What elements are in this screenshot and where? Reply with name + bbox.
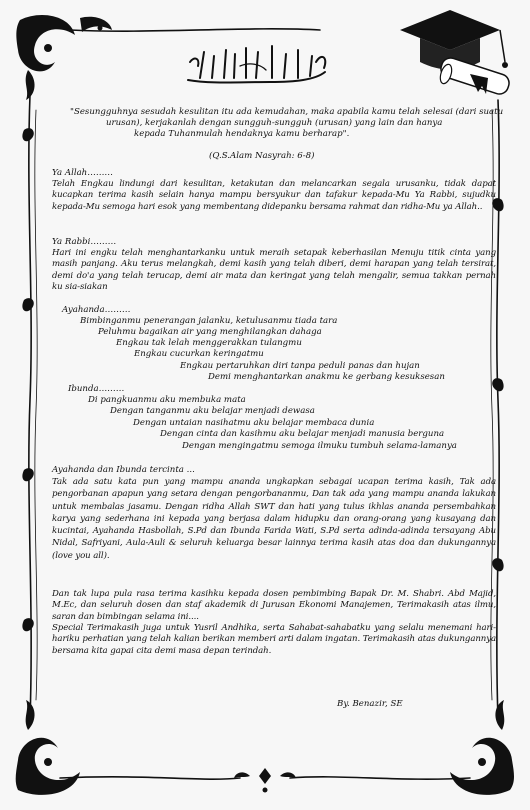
- signature: By. Benazir, SE: [337, 699, 403, 709]
- poem-line: Engkau tak lelah menggerakkan tulangmu: [116, 338, 302, 348]
- heading-ayahanda: Ayahanda………: [62, 305, 131, 315]
- salutation-parents: Ayahanda dan Ibunda tercinta ...: [52, 465, 195, 475]
- paragraph-rabbi: Hari ini engku telah menghantarkanku untuk meraih setapak keberhasilan Menuju titik cinta yang masih panjang. Aku terus melangkah, demi kasih yang telah diberi, demi harapan yang telah tersirat, demi do'a yang telah terucap, demi air mata dan keringat yang telah mengalir, semua takkan pernah ku sia-siakan: [52, 248, 496, 292]
- paragraph-allah: Telah Engkau lindungi dari kesulitan, ketakutan dan melancarkan segala urusanku, tidak dapat kucapkan terima kasih selain hanya mampu bersyukur dan tafakur kepada-Mu Ya Rabbi, sujudku kepada-Mu semoga hari esok yang membentang didepanku bersama rahmat dan ridha-Mu ya Allah..: [52, 179, 496, 212]
- graduation-cap-icon: [400, 10, 511, 96]
- svg-text:بِسْمِ اللهِ الرَّحْمٰنِ الرَّ: بِسْمِ اللهِ الرَّحْمٰنِ الرَّحِيْمِ: [184, 60, 326, 76]
- quote-line-3: kepada Tuhanmulah hendaknya kamu berharap".: [134, 129, 350, 139]
- poem-line: Dengan mengingatmu semoga ilmuku tumbuh selama-lamanya: [182, 441, 457, 451]
- poem-line: Peluhmu bagaikan air yang menghilangkan dahaga: [98, 327, 322, 337]
- poem-line: Bimbinganmu penerangan jalanku, ketulusanmu tiada tara: [80, 316, 338, 326]
- salutation-allah: Ya Allah………: [52, 168, 114, 178]
- basmala-calligraphy: [180, 42, 330, 88]
- quote-line-1: "Sesungguhnya sesudah kesulitan itu ada kemudahan, maka apabila kamu telah selesai (dari suatu: [70, 107, 504, 117]
- salutation-rabbi: Ya Rabbi………: [52, 237, 117, 247]
- quote-line-2: urusan), kerjakanlah dengan sungguh-sungguh (urusan) yang lain dan hanya: [106, 118, 443, 128]
- heading-ibunda: Ibunda………: [68, 384, 125, 394]
- paragraph-lecturers: Dan tak lupa pula rasa terima kasihku kepada dosen pembimbing Bapak Dr. M. Shabri. Abd Majid, M.Ec, dan seluruh dosen dan staf akademik di Jurusan Ekonomi Manajemen, Terimakasih atas ilmu, saran dan bimbingan selama ini....: [52, 589, 496, 622]
- poem-line: Demi menghantarkan anakmu ke gerbang kesuksesan: [208, 372, 445, 382]
- poem-line: Dengan untaian nasihatmu aku belajar membaca dunia: [133, 418, 375, 428]
- poem-line: Dengan tanganmu aku belajar menjadi dewasa: [110, 406, 315, 416]
- poem-line: Di pangkuanmu aku membuka mata: [88, 395, 246, 405]
- quote-source: (Q.S.Alam Nasyrah: 6-8): [209, 151, 315, 161]
- paragraph-friends: Special Terimakasih juga untuk Yusril Andhika, serta Sahabat-sahabatku yang selalu menemani hari-hariku perhatian yang telah kalian berikan memberi arti dalam ingatan. Terimakasih atas dukungannya bersama kita gapai cita demi masa depan terindah.: [52, 623, 496, 656]
- poem-line: Engkau pertaruhkan diri tanpa peduli panas dan hujan: [180, 361, 420, 371]
- poem-line: Dengan cinta dan kasihmu aku belajar menjadi manusia berguna: [160, 429, 445, 439]
- paragraph-parents: Tak ada satu kata pun yang mampu ananda ungkapkan sebagai ucapan terima kasih, Tak ada pengorbanan apapun yang setara dengan pengorbananmu, Dan tak ada yang mampu ananda lakukan untuk membalas jasamu. Dengan ridha Allah SWT dan hati yang tulus ikhlas ananda persembahkan karya yang sederhana ini kepada yang berjasa dalam hidupku dan orang-orang yang kusayang dan kucintai, Ayahanda Hasbollah, S.Pd dan Ibunda Farida Wati, S.Pd serta adinda-adinda tersayang Abu Nidal, Safriyani, Aula-Auli & seluruh keluarga besar lainnya terima kasih atas doa dan dukungannya (love you all).: [52, 477, 496, 561]
- poem-line: Engkau cucurkan keringatmu: [134, 349, 264, 359]
